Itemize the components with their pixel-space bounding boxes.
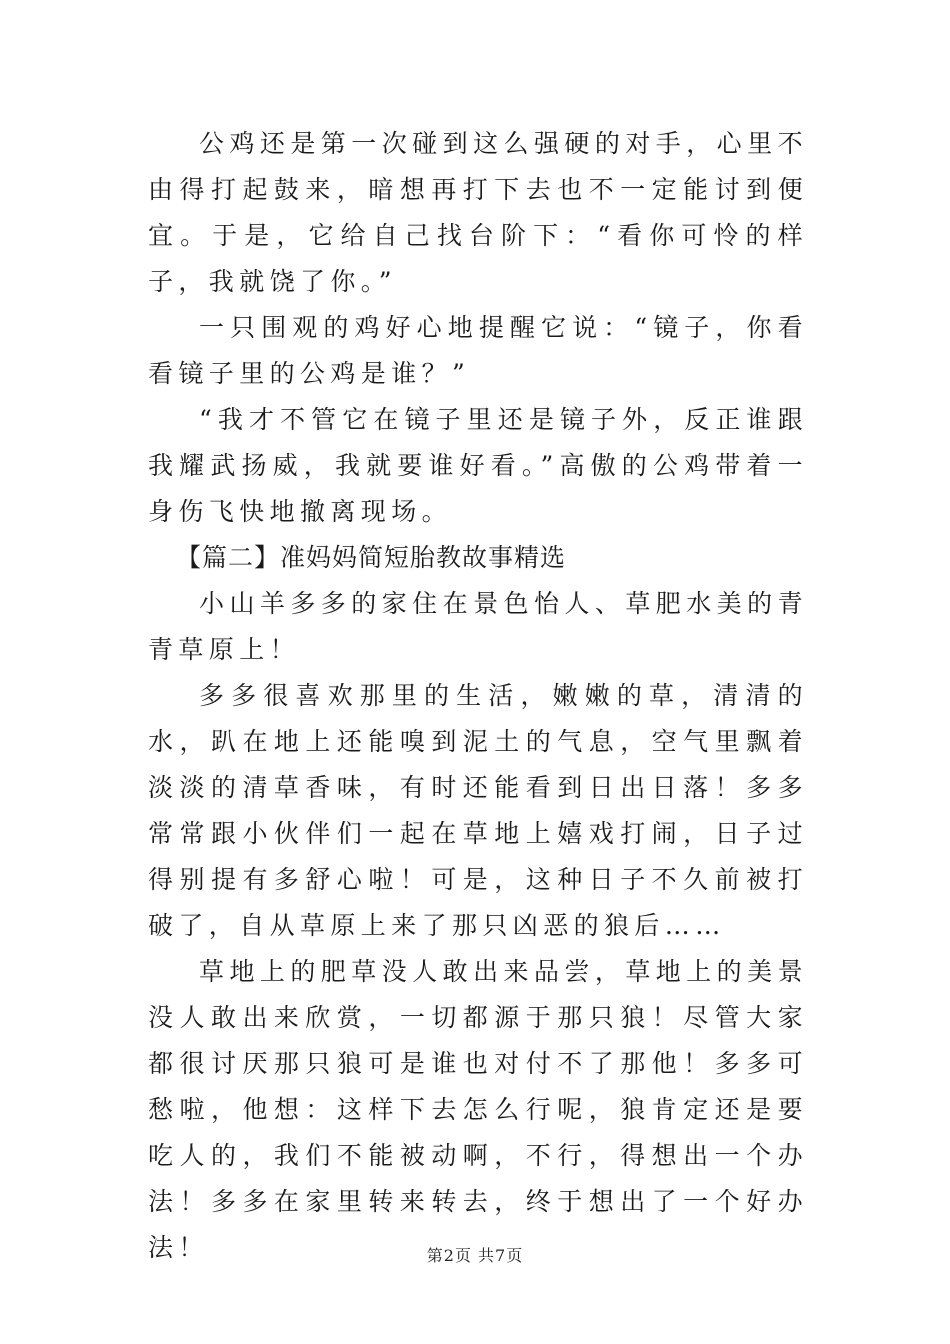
paragraph-onlooker-chicken: 一只围观的鸡好心地提醒它说：“镜子，你看看镜子里的公鸡是谁？” — [148, 313, 808, 388]
paragraph-goat-life: 多多很喜欢那里的生活，嫩嫩的草，清清的水，趴在地上还能嗅到泥土的气息，空气里飘着淡淡的清草香味，有时还能看到日出日落！多多常常跟小伙伴们一起在草地上嬉戏打闹，日子过得别提有多舒心啦！可是，这种日子不久前被打破了，自从草原上来了那只凶恶的狼后…… — [148, 681, 808, 940]
paragraph-wolf-problem: 草地上的肥草没人敢出来品尝，草地上的美景没人敢出来欣赏，一切都源于那只狼！尽管大家都很讨厌那只狼可是谁也对付不了那他！多多可愁啦，他想：这样下去怎么行呢，狼肯定还是要吃人的，我们不能被动啊，不行，得想出一个办法！多多在家里转来转去，终于想出了一个好办法！ — [148, 957, 808, 1262]
page-number-footer: 第2页 共7页 — [426, 1246, 524, 1265]
paragraph-goat-home: 小山羊多多的家住在景色怡人、草肥水美的青青草原上！ — [148, 589, 808, 664]
paragraph-rooster-hesitates: 公鸡还是第一次碰到这么强硬的对手，心里不由得打起鼓来，暗想再打下去也不一定能讨到便宜。于是，它给自己找台阶下：“看你可怜的样子，我就饶了你。” — [148, 129, 808, 296]
document-body — [148, 121, 808, 1271]
section-heading: 【篇二】准妈妈简短胎教故事精选 — [176, 543, 567, 572]
paragraph-rooster-retreats: “我才不管它在镜子里还是镜子外，反正谁跟我耀武扬威，我就要谁好看。”高傲的公鸡带着一身伤飞快地撤离现场。 — [148, 405, 808, 526]
